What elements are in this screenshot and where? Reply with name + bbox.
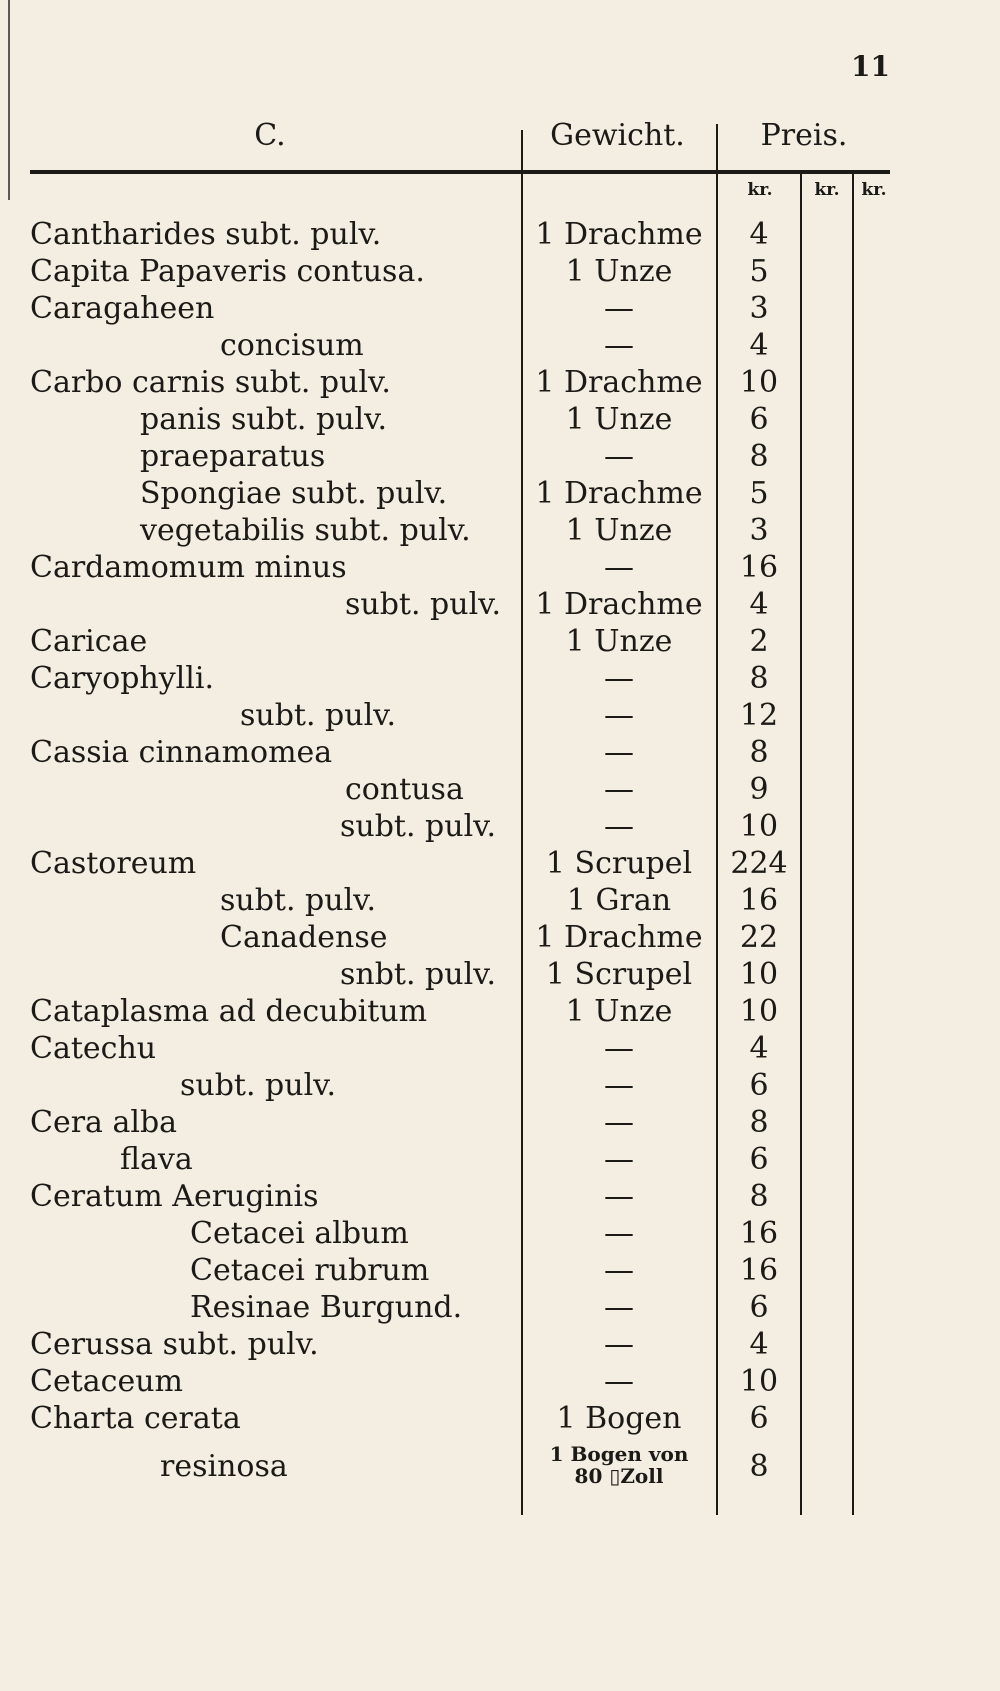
item-name — [30, 1030, 505, 1067]
table-row — [0, 290, 1000, 327]
item-name — [30, 1437, 505, 1497]
item-price: 4 — [749, 328, 769, 363]
item-weight: 1 Unze — [565, 513, 673, 548]
table-row — [0, 475, 1000, 512]
item-name-text: Capita Papaveris contusa. — [30, 254, 425, 289]
table-row — [0, 1363, 1000, 1400]
price-subheader-kr-2: kr. — [814, 180, 840, 200]
item-price: 5 — [749, 254, 769, 289]
item-name — [30, 216, 505, 253]
weight-column-header: Gewicht. — [550, 118, 685, 153]
item-weight: — — [604, 772, 634, 807]
item-price: 6 — [749, 402, 769, 437]
item-name — [30, 697, 505, 734]
item-weight: — — [604, 1364, 634, 1399]
table-row — [0, 1141, 1000, 1178]
item-name-text: Caragaheen — [30, 291, 215, 326]
item-weight: — — [604, 735, 634, 770]
table-row — [0, 364, 1000, 401]
item-name — [30, 660, 505, 697]
item-name — [30, 1104, 505, 1141]
table-row — [0, 919, 1000, 956]
item-name — [30, 253, 505, 290]
table-row — [0, 1215, 1000, 1252]
table-row — [0, 1400, 1000, 1437]
table-row — [0, 1289, 1000, 1326]
item-name-text: Resinae Burgund. — [190, 1290, 463, 1325]
item-name-text: Cera alba — [30, 1105, 178, 1140]
item-weight: 1 Unze — [565, 254, 673, 289]
item-name-text: subt. pulv. — [345, 587, 502, 622]
item-name-text: subt. pulv. — [340, 809, 497, 844]
item-price: 4 — [749, 1031, 769, 1066]
item-weight: — — [604, 1327, 634, 1362]
item-name — [30, 401, 505, 438]
item-price: 8 — [749, 1105, 769, 1140]
item-name-text: Carbo carnis subt. pulv. — [30, 365, 391, 400]
item-name-text: praeparatus — [140, 439, 326, 474]
item-name-text: Cetacei album — [190, 1216, 409, 1251]
item-price: 4 — [749, 1327, 769, 1362]
item-name-text: Cerussa subt. pulv. — [30, 1327, 319, 1362]
table-row — [0, 697, 1000, 734]
item-weight: 1 Drachme — [535, 476, 703, 511]
item-price: 9 — [749, 772, 769, 807]
table-row — [0, 882, 1000, 919]
item-weight: — — [604, 1253, 634, 1288]
item-weight: — — [604, 661, 634, 696]
item-weight: — — [604, 1105, 634, 1140]
item-weight: — — [604, 550, 634, 585]
item-name — [30, 512, 505, 549]
item-weight: — — [604, 439, 634, 474]
item-weight: 1 Bogen von 80 ▯Zoll — [549, 1442, 689, 1488]
item-name-text: subt. pulv. — [220, 883, 377, 918]
item-name — [30, 882, 505, 919]
table-row — [0, 734, 1000, 771]
item-name-text: Canadense — [220, 920, 388, 955]
table-row — [0, 253, 1000, 290]
item-name — [30, 1141, 505, 1178]
item-price: 8 — [749, 661, 769, 696]
item-name — [30, 438, 505, 475]
table-row — [0, 438, 1000, 475]
item-price: 4 — [749, 587, 769, 622]
item-name — [30, 1289, 505, 1326]
item-name-text: Caryophylli. — [30, 661, 214, 696]
item-price: 6 — [749, 1290, 769, 1325]
item-price: 16 — [739, 1253, 779, 1288]
item-name-text: Caricae — [30, 624, 148, 659]
item-price: 3 — [749, 513, 769, 548]
item-name-text: Cassia cinnamomea — [30, 735, 333, 770]
item-price: 10 — [739, 809, 779, 844]
table-row — [0, 956, 1000, 993]
item-price: 6 — [749, 1068, 769, 1103]
item-weight: 1 Unze — [565, 994, 673, 1029]
item-weight: 1 Drachme — [535, 217, 703, 252]
item-name — [30, 771, 505, 808]
item-price: 22 — [739, 920, 779, 955]
item-name — [30, 623, 505, 660]
item-name — [30, 475, 505, 512]
item-weight: — — [604, 1142, 634, 1177]
item-name — [30, 919, 505, 956]
item-price: 10 — [739, 1364, 779, 1399]
item-weight: — — [604, 1179, 634, 1214]
item-price: 224 — [730, 846, 788, 881]
table-row — [0, 1104, 1000, 1141]
item-name — [30, 364, 505, 401]
item-name-text: Catechu — [30, 1031, 157, 1066]
item-price: 8 — [749, 1449, 769, 1484]
section-header: C. — [254, 118, 286, 153]
item-name — [30, 1215, 505, 1252]
item-name — [30, 1326, 505, 1363]
item-name — [30, 993, 505, 1030]
item-price: 6 — [749, 1401, 769, 1436]
item-name — [30, 1067, 505, 1104]
table-row — [0, 623, 1000, 660]
header-rule — [30, 170, 890, 174]
item-price: 8 — [749, 735, 769, 770]
table-row — [0, 1326, 1000, 1363]
item-price: 3 — [749, 291, 769, 326]
item-price: 16 — [739, 883, 779, 918]
item-price: 10 — [739, 957, 779, 992]
item-weight: — — [604, 328, 634, 363]
item-name-text: vegetabilis subt. pulv. — [140, 513, 471, 548]
item-name-text: concisum — [220, 328, 364, 363]
table-row — [0, 1030, 1000, 1067]
item-name — [30, 808, 505, 845]
item-weight: — — [604, 1068, 634, 1103]
item-name-text: subt. pulv. — [240, 698, 397, 733]
item-name — [30, 586, 505, 623]
item-name — [30, 549, 505, 586]
page-edge-line — [8, 0, 10, 200]
item-price: 8 — [749, 439, 769, 474]
item-price: 10 — [739, 994, 779, 1029]
table-row — [0, 586, 1000, 623]
item-name — [30, 327, 505, 364]
table-row — [0, 401, 1000, 438]
table-row — [0, 216, 1000, 253]
item-weight: 1 Unze — [565, 624, 673, 659]
table-row — [0, 549, 1000, 586]
item-name — [30, 1252, 505, 1289]
item-weight: 1 Drachme — [535, 587, 703, 622]
table-row — [0, 1252, 1000, 1289]
table-row — [0, 845, 1000, 882]
item-weight: — — [604, 1216, 634, 1251]
item-name-text: panis subt. pulv. — [140, 402, 388, 437]
table-row — [0, 771, 1000, 808]
item-weight: 1 Bogen — [556, 1401, 682, 1436]
item-weight: 1 Gran — [566, 883, 672, 918]
item-weight: — — [604, 698, 634, 733]
item-price: 16 — [739, 550, 779, 585]
item-name-text: Spongiae subt. pulv. — [140, 476, 448, 511]
page-number: 11 — [851, 50, 890, 83]
table-row — [0, 808, 1000, 845]
item-name-text: Cardamomum minus — [30, 550, 347, 585]
item-name-text: Cantharides subt. pulv. — [30, 217, 382, 252]
price-column-header: Preis. — [760, 118, 848, 153]
item-name — [30, 956, 505, 993]
item-weight: 1 Drachme — [535, 365, 703, 400]
item-name-text: snbt. pulv. — [340, 957, 497, 992]
item-weight: 1 Drachme — [535, 920, 703, 955]
price-table-body — [0, 216, 1000, 1497]
item-weight: — — [604, 291, 634, 326]
item-price: 10 — [739, 365, 779, 400]
item-name-text: Cetaceum — [30, 1364, 183, 1399]
table-row — [0, 327, 1000, 364]
item-weight: 1 Scrupel — [545, 846, 693, 881]
item-price: 2 — [749, 624, 769, 659]
price-subheader-kr-3: kr. — [861, 180, 887, 200]
item-name — [30, 1363, 505, 1400]
item-name — [30, 845, 505, 882]
table-row — [0, 660, 1000, 697]
item-price: 12 — [739, 698, 779, 733]
item-weight: 1 Scrupel — [545, 957, 693, 992]
item-price: 5 — [749, 476, 769, 511]
item-weight: — — [604, 809, 634, 844]
table-row — [0, 1437, 1000, 1497]
item-name — [30, 1178, 505, 1215]
item-name-text: Cataplasma ad decubitum — [30, 994, 428, 1029]
item-price: 4 — [749, 217, 769, 252]
table-row — [0, 1178, 1000, 1215]
table-row — [0, 512, 1000, 549]
item-weight: 1 Unze — [565, 402, 673, 437]
price-subheader-kr-1: kr. — [747, 180, 773, 200]
item-name-text: contusa — [345, 772, 464, 807]
item-name-text: flava — [120, 1142, 193, 1177]
item-price: 8 — [749, 1179, 769, 1214]
item-name-text: Cetacei rubrum — [190, 1253, 430, 1288]
item-name — [30, 1400, 505, 1437]
item-name-text: Castoreum — [30, 846, 197, 881]
item-name-text: resinosa — [160, 1449, 288, 1484]
item-name — [30, 734, 505, 771]
table-row — [0, 993, 1000, 1030]
item-name-text: Charta cerata — [30, 1401, 241, 1436]
item-price: 6 — [749, 1142, 769, 1177]
item-name — [30, 290, 505, 327]
item-weight: — — [604, 1290, 634, 1325]
item-weight: — — [604, 1031, 634, 1066]
item-name-text: subt. pulv. — [180, 1068, 337, 1103]
item-price: 16 — [739, 1216, 779, 1251]
table-row — [0, 1067, 1000, 1104]
item-name-text: Ceratum Aeruginis — [30, 1179, 319, 1214]
